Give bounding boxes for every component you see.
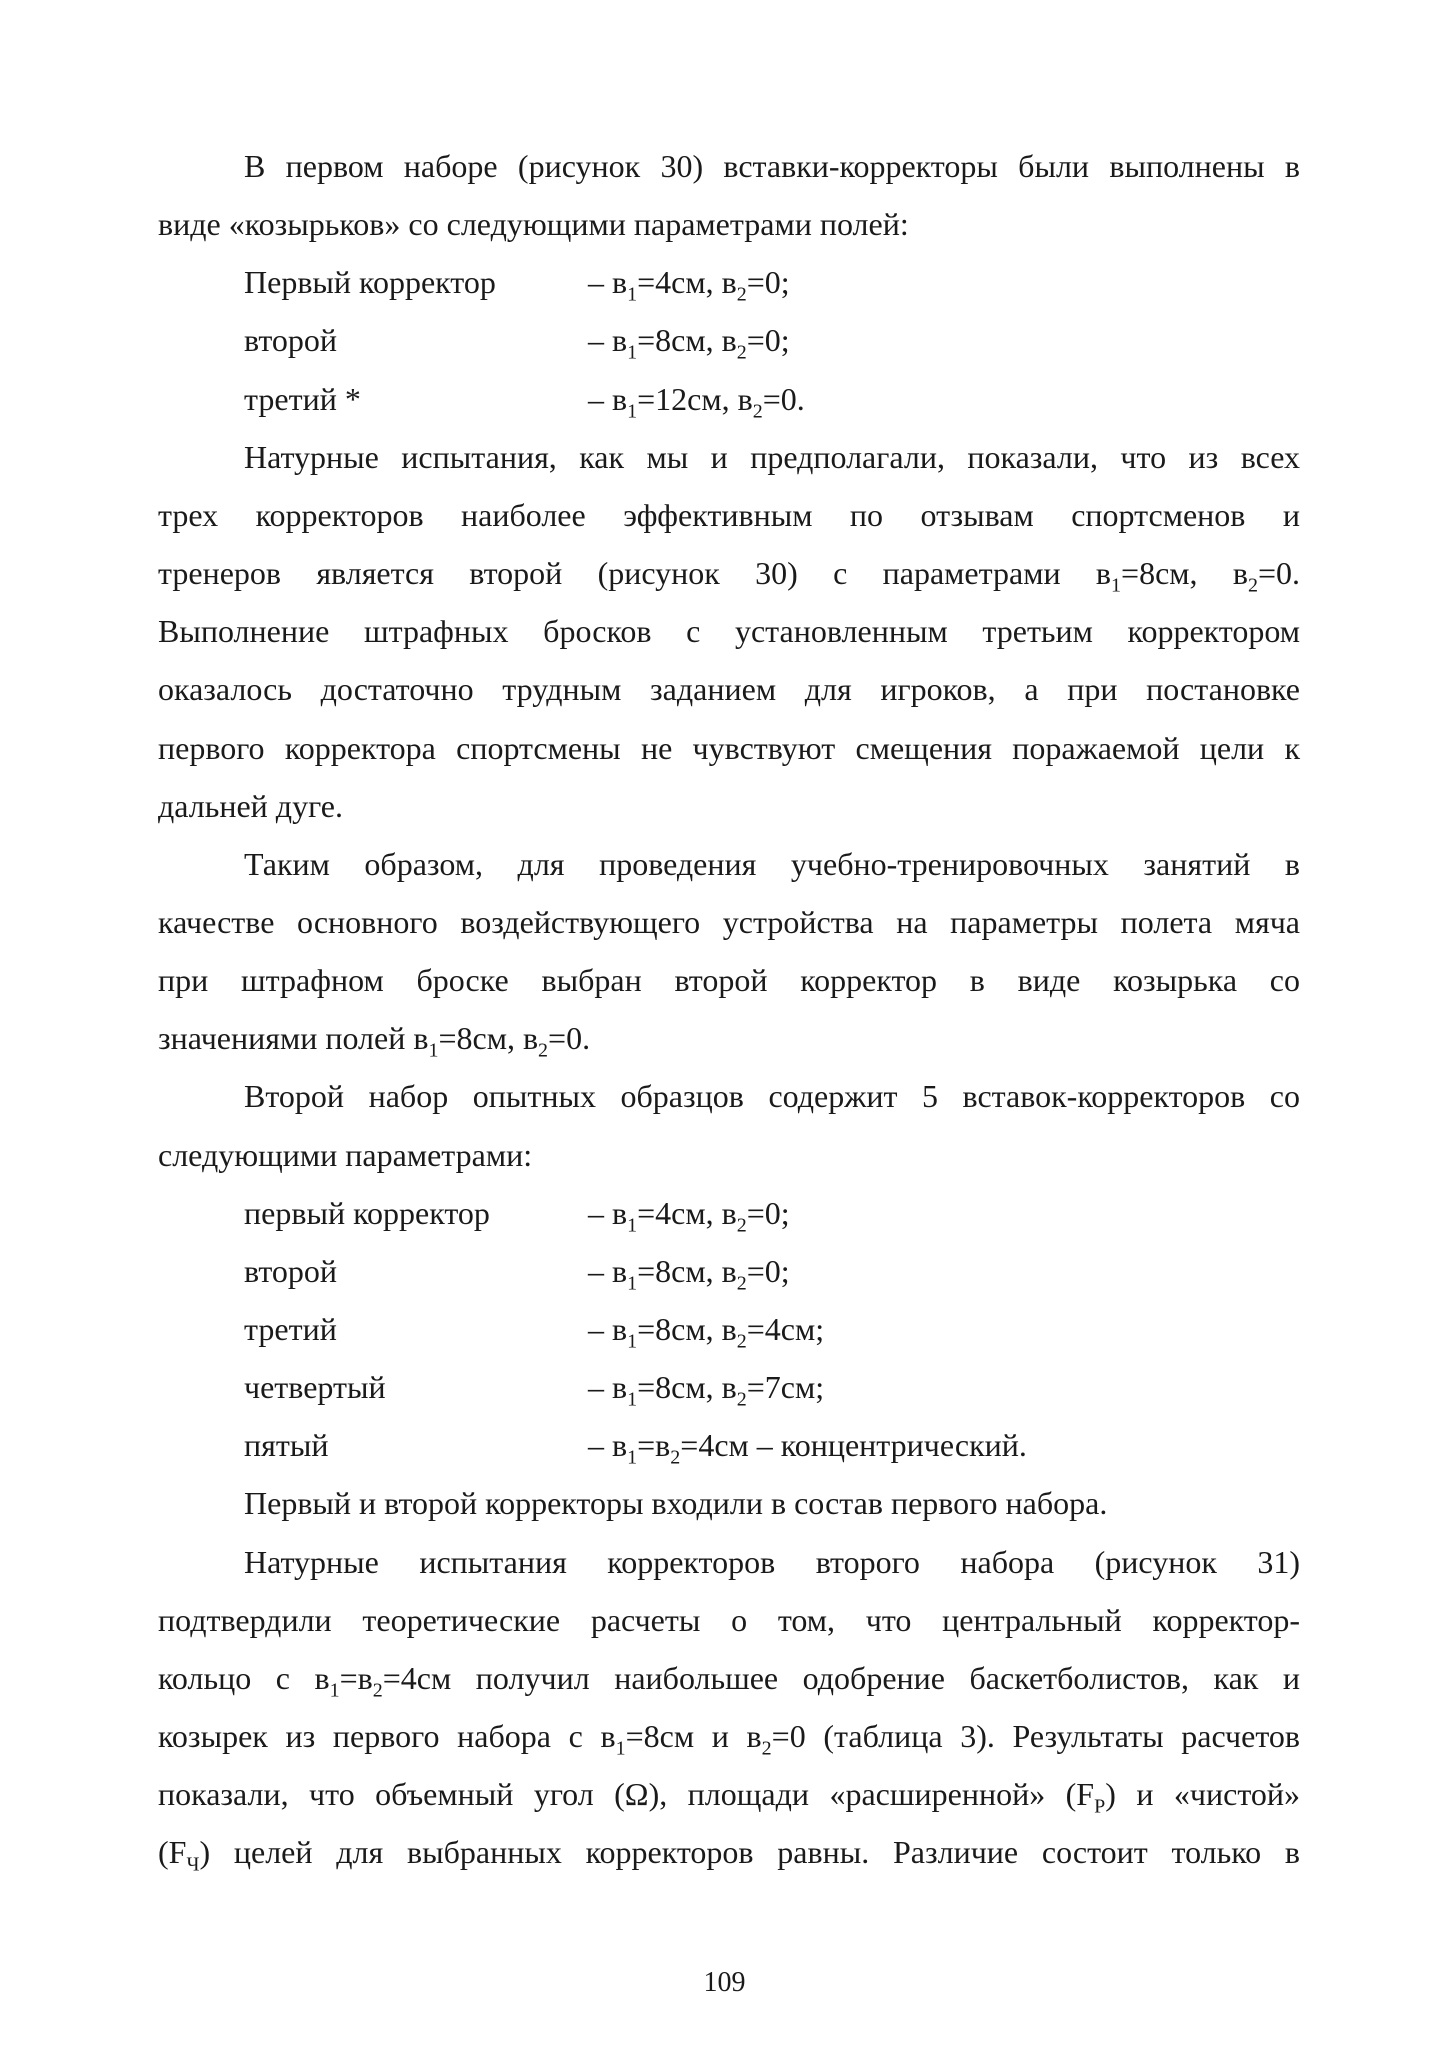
list-item-value: – $в_1=8см$, $в_2=7см$; bbox=[588, 1369, 825, 1411]
text-line: виде «козырьков» со следующими параметрами полей: bbox=[158, 206, 909, 243]
text-line: Первый и второй корректоры входили в состав первого набора. bbox=[244, 1485, 1108, 1522]
parameter-list-item bbox=[158, 1300, 1300, 1358]
text-line: трех корректоров наиболее эффективным по отзывам спортсменов и bbox=[158, 496, 1300, 533]
text-line: при штрафном броске выбран второй корректор в виде козырька со bbox=[158, 962, 1300, 999]
list-item-value: – $в_1=8см$, $в_2=4см$; bbox=[588, 1311, 825, 1353]
list-item-name: второй bbox=[244, 322, 337, 359]
list-item-value: – $в_1=12см$, $в_2=0$. bbox=[588, 380, 805, 422]
list-item-name: первый корректор bbox=[244, 1194, 490, 1231]
page-number: 109 bbox=[703, 1967, 746, 1998]
text-line: Таким образом, для проведения учебно-тренировочных занятий в bbox=[244, 845, 1300, 882]
text-line: $(F_Ч)$ целей для выбранных корректоров равны. Различие состоит только в bbox=[158, 1834, 1300, 1876]
list-item-value: – $в_1=4см$, $в_2=0$; bbox=[588, 264, 790, 306]
parameter-list-item bbox=[158, 1242, 1300, 1300]
list-item-value: – $в_1=4см$, $в_2=0$; bbox=[588, 1194, 790, 1237]
text-line: качестве основного воздействующего устройства на параметры полета мяча bbox=[158, 903, 1300, 940]
parameter-list-item bbox=[158, 1416, 1300, 1474]
text-line: кольцо с $в_1=в_2=4см$ получил наибольшее одобрение баскетболистов, как и bbox=[158, 1659, 1300, 1702]
parameter-list-item bbox=[158, 1184, 1300, 1242]
list-item-name: второй bbox=[244, 1252, 337, 1289]
list-item-name: четвертый bbox=[244, 1369, 386, 1406]
text-line: Натурные испытания корректоров второго набора (рисунок 31) bbox=[244, 1543, 1300, 1580]
list-item-value: – $в_1=8см$, $в_2=0$; bbox=[588, 1252, 790, 1295]
text-line: дальней дуге. bbox=[158, 787, 343, 824]
text-line: Натурные испытания, как мы и предполагали, показали, что из всех bbox=[244, 438, 1300, 475]
parameter-list-item bbox=[158, 1358, 1300, 1416]
list-item-name: Первый корректор bbox=[244, 264, 496, 301]
list-item-name: третий bbox=[244, 1311, 337, 1347]
list-item-value: – $в_1=в_2=4см$ – концентрический. bbox=[588, 1427, 1027, 1469]
text-line: тренеров является второй (рисунок 30) с параметрами $в_1=8см$, $в_2=0$. bbox=[158, 555, 1301, 597]
text-line: показали, что объемный угол (Ω), площади «расширенной» $(F_Р)$ и «чистой» bbox=[158, 1776, 1301, 1818]
list-item-name: пятый bbox=[244, 1427, 329, 1464]
parameter-list-item bbox=[158, 311, 1300, 369]
text-line: Выполнение штрафных бросков с установленным третьим корректором bbox=[158, 613, 1300, 650]
list-item-name: третий * bbox=[244, 380, 361, 417]
text-line: первого корректора спортсмены не чувствуют смещения поражаемой цели к bbox=[158, 729, 1300, 766]
text-line: козырек из первого набора с $в_1=8см$ и $в_2=0$ (таблица 3). Результаты расчетов bbox=[158, 1718, 1301, 1760]
text-line: значениями полей $в_1=8см$, $в_2=0$. bbox=[158, 1020, 591, 1062]
parameter-list-item bbox=[158, 370, 1300, 428]
list-item-value: – $в_1=8см$, $в_2=0$; bbox=[588, 322, 790, 364]
text-line: В первом наборе (рисунок 30) вставки-корректоры были выполнены в bbox=[244, 148, 1300, 184]
text-line: следующими параметрами: bbox=[158, 1136, 533, 1173]
text-line: Второй набор опытных образцов содержит 5 вставок-корректоров со bbox=[244, 1078, 1300, 1115]
text-line: оказалось достаточно трудным заданием для игроков, а при постановке bbox=[158, 671, 1300, 708]
text-line: подтвердили теоретические расчеты о том, что центральный корректор- bbox=[158, 1601, 1300, 1638]
parameter-list-item bbox=[158, 253, 1300, 311]
